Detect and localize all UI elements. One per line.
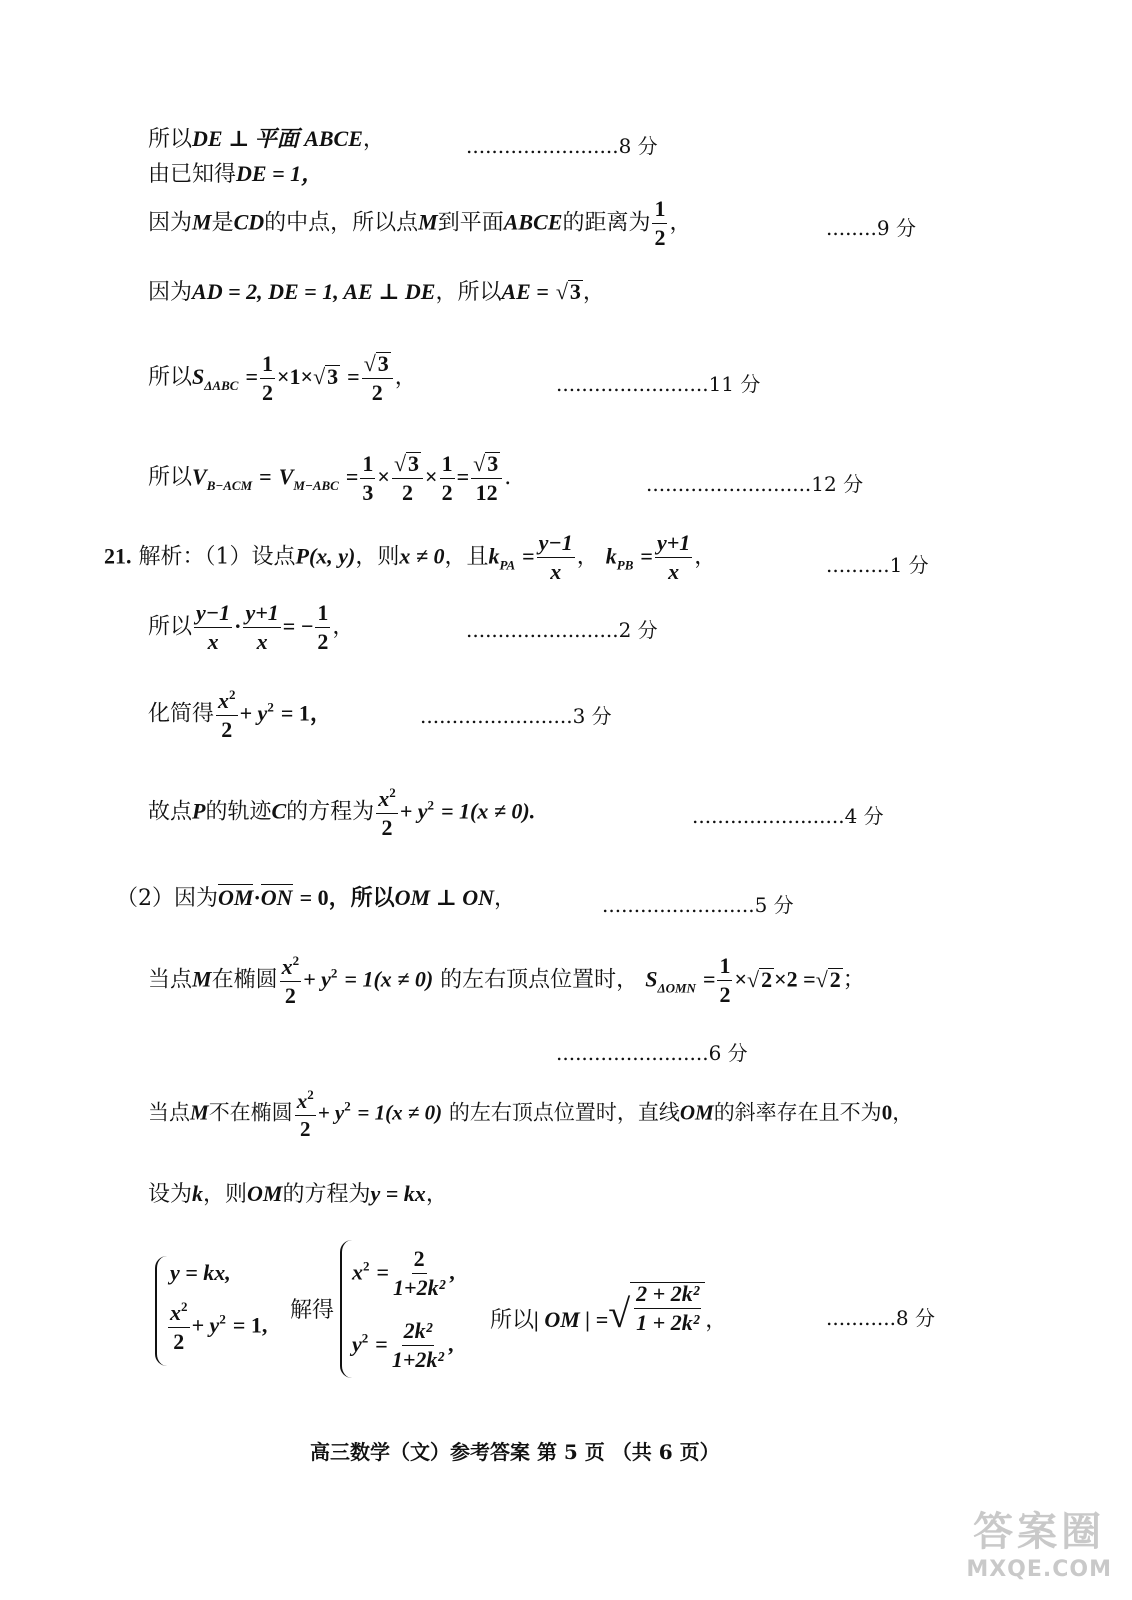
sqrt-fraction: √ $\frac{\text{2 + 2k²}}{\text{1 + 2k²}}$ (608, 1282, 705, 1334)
solution-y-squared: $y^2$ = $\frac{\text{2k²}}{\text{1+2k²}}$ , (352, 1318, 454, 1372)
line-vertex-case: 当点M在椭圆 $\frac{x^2}{2}$ + $y^2 = 1(x \ne 0)$ 的左右顶点位置时， $S_{\Delta OMN}$ = $\frac{1}{2}$ × √ 2 ×2 = √ 2 ； (148, 953, 865, 1008)
score-4: ........................4 分 (692, 804, 884, 828)
solution-brace (340, 1240, 352, 1378)
score-8b: ...........8 分 (826, 1306, 936, 1330)
line-locus-equation: 故点P的轨迹C的方程为 $\frac{x^2}{2}$ + $y^2 = 1(x \ne 0)$. (148, 785, 536, 840)
score-12: ..........................12 分 (646, 472, 864, 496)
score-1: ..........1 分 (826, 553, 929, 577)
line-part2-dot-product: （2）因为OM·ON = 0，所以OM ⊥ ON， (116, 885, 516, 911)
line-volume: 所以$V_{B-ACM} = V_{M-ABC}$ = $\frac{1}{3}$ × √ 3 2 × $\frac{1}{2}$ = √ 3 12 . (148, 450, 512, 505)
line-area-abc: 所以$S_{\Delta ABC}$ = $\frac{1}{2}$ ×1× √ 3 = √ 3 2 ， (148, 350, 417, 405)
line-de-perp-plane: 所以DE ⊥ 平面 ABCE， (148, 126, 385, 152)
line-simplify: 化简得 $\frac{x^2}{2}$ + $y^2 = 1$， (148, 687, 332, 742)
line-m-midpoint: 因为M是CD的中点，所以点M到平面ABCE的距离为 $\frac{1}{2}$ ， (148, 196, 692, 250)
line-non-vertex-case: 当点M不在椭圆 $\frac{x^2}{2}$ + $y^2 = 1(x \ne 0)$ 的左右顶点位置时，直线OM的斜率存在且不为0， (148, 1087, 914, 1141)
score-2: ........................2 分 (466, 618, 658, 642)
score-8: ........................8 分 (466, 134, 658, 158)
system-row-1: y = kx, (170, 1260, 231, 1285)
score-11: ........................11 分 (556, 372, 761, 396)
score-3: ........................3 分 (420, 704, 612, 728)
line-om-length: 所以| OM | = √ $\frac{\text{2 + 2k²}}{\text{1 + 2k²}}$ ， (490, 1281, 728, 1336)
line-ad-de-ae: 因为AD = 2, DE = 1, AE ⊥ DE，所以AE = √ 3 ， (148, 279, 605, 305)
solution-x-squared: $x^2$ = $\frac{2}{\text{1+2k²}}$ , (352, 1246, 455, 1300)
line-product-slopes: 所以 $\frac{y-1}{x}$ · $\frac{y+1}{x}$ = − $\frac{1}{2}$ ， (148, 600, 355, 654)
q21-line-slopes: 21. 解析：（1）设点P(x, y)，则x ≠ 0，且$k_{PA}$ = $\frac{y-1}{x}$ ， $k_{PB}$ = $\frac{y+1}{x}$ ， (104, 530, 717, 584)
score-5: ........................5 分 (602, 893, 794, 917)
line-set-slope-k: 设为k，则OM的方程为y = kx， (148, 1181, 448, 1207)
system-row-2: $\frac{x^2}{2}$ + $y^2 = 1$, (170, 1299, 268, 1354)
sqrt-3: √ 3 (555, 279, 581, 304)
page-footer: 高三数学（文）参考答案 第 5 页 （共 6 页） (310, 1440, 720, 1464)
watermark-logo: 答案圈 MXQE.COM (966, 1509, 1112, 1582)
line-de-equals-1: 由已知得DE = 1， (148, 161, 324, 187)
score-9: ........9 分 (826, 216, 916, 240)
fraction-half: $\frac{1}{2}$ (654, 196, 666, 250)
score-6: ........................6 分 (556, 1041, 748, 1065)
solve-label: 解得 (290, 1298, 335, 1323)
